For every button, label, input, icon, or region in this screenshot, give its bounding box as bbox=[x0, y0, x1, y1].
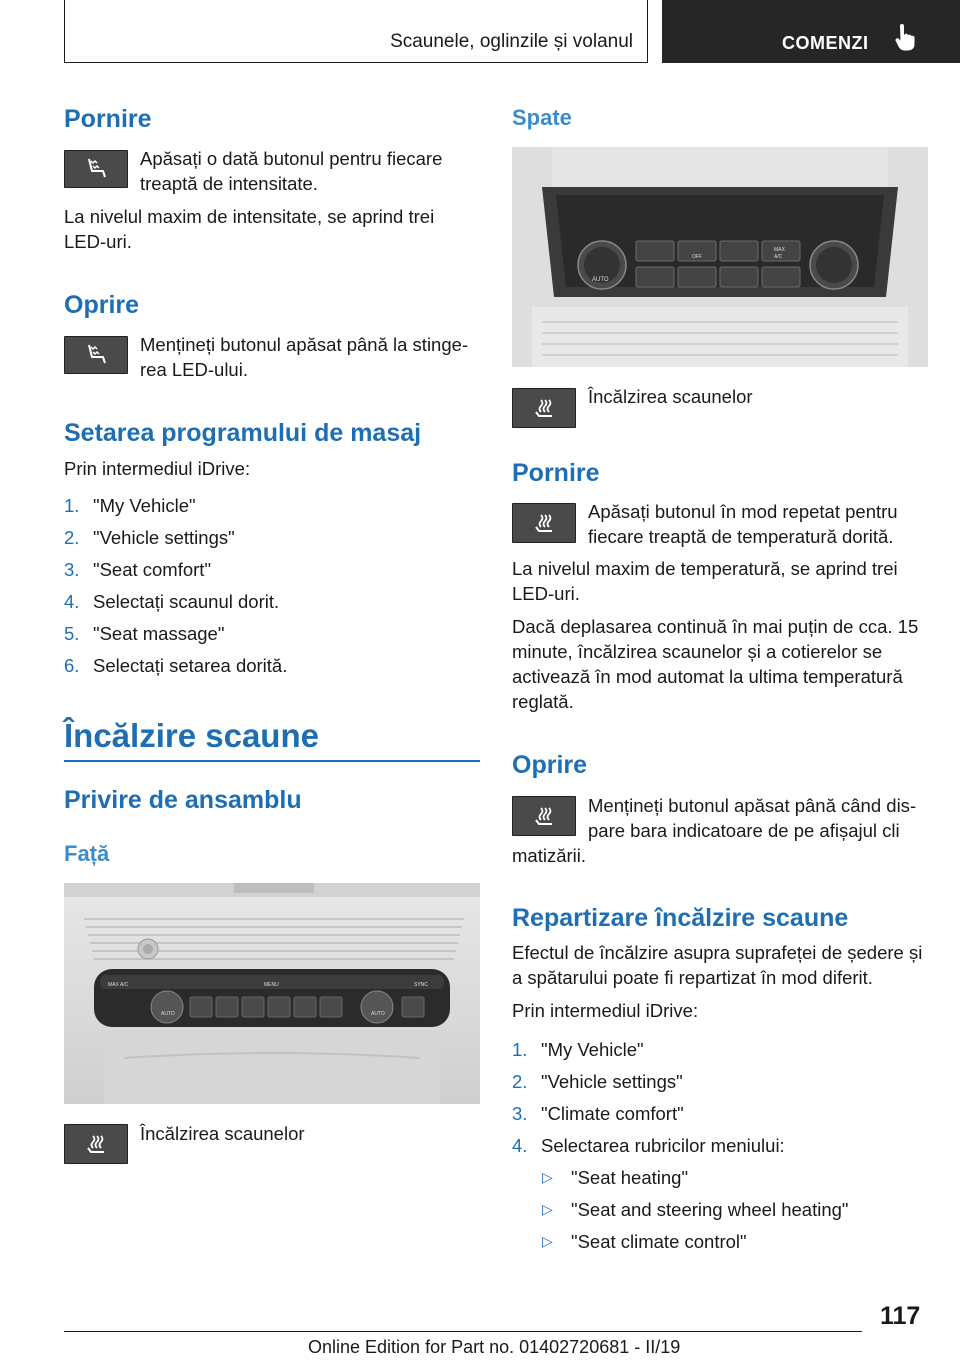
seat-massage-icon bbox=[81, 341, 111, 369]
seat-massage-button-image bbox=[64, 150, 128, 188]
rear-seat-heating-button-image bbox=[512, 388, 576, 428]
seat-heating-icon bbox=[82, 1130, 110, 1158]
oprire-right-button-text: Mențineți butonul apăsat până când dispare bara indicatoare de pe afișajul cli bbox=[588, 795, 917, 841]
triangle-bullet-icon: ▷ bbox=[542, 1201, 553, 1217]
masaj-intro: Prin intermediul iDrive: bbox=[64, 458, 251, 479]
front-menu-label: MENU bbox=[264, 982, 279, 988]
seat-heating-button-image-3 bbox=[512, 796, 576, 836]
rear-off-label: OFF bbox=[692, 254, 702, 260]
pornire-right-button-text: Apăsați butonul în mod repetat pentru fiecare treaptă de temperatură dorită. bbox=[588, 501, 898, 547]
triangle-bullet-icon: ▷ bbox=[542, 1233, 553, 1249]
heading-masaj: Setarea programului de masaj bbox=[64, 419, 422, 447]
heading-fata: Față bbox=[64, 841, 110, 866]
rear-caption: Încălzirea scaunelor bbox=[588, 386, 753, 407]
rear-max-label: MAX bbox=[774, 247, 785, 253]
rear-climate-panel-photo bbox=[512, 147, 928, 367]
seat-heating-button-image-2 bbox=[512, 503, 576, 543]
pointing-hand-icon bbox=[894, 24, 916, 52]
front-climate-panel-photo bbox=[64, 883, 480, 1104]
seat-heating-icon bbox=[530, 802, 558, 830]
heading-repartizare: Repartizare încălzire scaune bbox=[512, 904, 849, 932]
oprire-right-button-text-cont: matizării. bbox=[512, 845, 587, 866]
front-auto-right-label: AUTO bbox=[371, 1011, 385, 1017]
oprire-button-text: Mențineți butonul apăsat până la stingerea LED-ului. bbox=[140, 334, 469, 380]
rear-auto-label: AUTO bbox=[592, 277, 609, 283]
repartizare-body: Efectul de încălzire asupra suprafeței de ședere și a spătarului poate fi repartizat în mod diferit. bbox=[512, 942, 923, 988]
header-tab-label: COMENZI bbox=[782, 33, 869, 53]
seat-massage-button-image-2 bbox=[64, 336, 128, 374]
pornire-button-text: Apăsați o dată butonul pentru fiecare treaptă de intensitate. bbox=[140, 148, 443, 194]
front-caption: Încălzirea scaunelor bbox=[140, 1123, 305, 1144]
heading-oprire-right: Oprire bbox=[512, 751, 588, 779]
pornire-body: La nivelul maxim de intensitate, se aprind trei LED-uri. bbox=[64, 206, 435, 252]
heading-pornire-right: Pornire bbox=[512, 459, 600, 487]
pornire-right-body1: La nivelul maxim de temperatură, se aprind trei LED-uri. bbox=[512, 558, 898, 604]
footer-edition: Online Edition for Part no. 01402720681 - II/19 bbox=[308, 1337, 681, 1357]
heading-privire-ansamblu: Privire de ansamblu bbox=[64, 786, 302, 814]
front-console-illustration bbox=[64, 883, 480, 1104]
seat-heating-icon bbox=[530, 509, 558, 537]
section-rule bbox=[64, 760, 480, 762]
heading-oprire: Oprire bbox=[64, 291, 140, 319]
front-auto-left-label: AUTO bbox=[161, 1011, 175, 1017]
header-tab-comenzi[interactable] bbox=[662, 0, 960, 63]
footer-rule bbox=[64, 1331, 862, 1332]
front-max-label: MAX A/C bbox=[108, 982, 129, 988]
heading-spate: Spate bbox=[512, 105, 572, 130]
rear-console-illustration bbox=[512, 147, 928, 367]
pornire-right-body2: Dacă deplasarea continuă în mai puțin de cca. 15 minute, încălzirea scaunelor și a cotierelor se activează în mod automat la ultima temperatură reglată. bbox=[512, 616, 919, 712]
header-section-title: Scaunele, oglinzile și volanul bbox=[390, 31, 633, 52]
page-number: 117 bbox=[880, 1302, 921, 1330]
heading-incalzire-scaune: Încălzire scaune bbox=[64, 717, 319, 754]
rear-ac-label: A/C bbox=[774, 254, 783, 260]
header-section-box bbox=[64, 0, 648, 63]
seat-massage-icon bbox=[81, 155, 111, 183]
heading-pornire: Pornire bbox=[64, 105, 152, 133]
front-sync-label: SYNC bbox=[414, 982, 428, 988]
seat-heating-icon bbox=[530, 394, 558, 422]
seat-heating-button-image bbox=[64, 1124, 128, 1164]
repartizare-intro: Prin intermediul iDrive: bbox=[512, 1000, 699, 1021]
triangle-bullet-icon: ▷ bbox=[542, 1169, 553, 1185]
